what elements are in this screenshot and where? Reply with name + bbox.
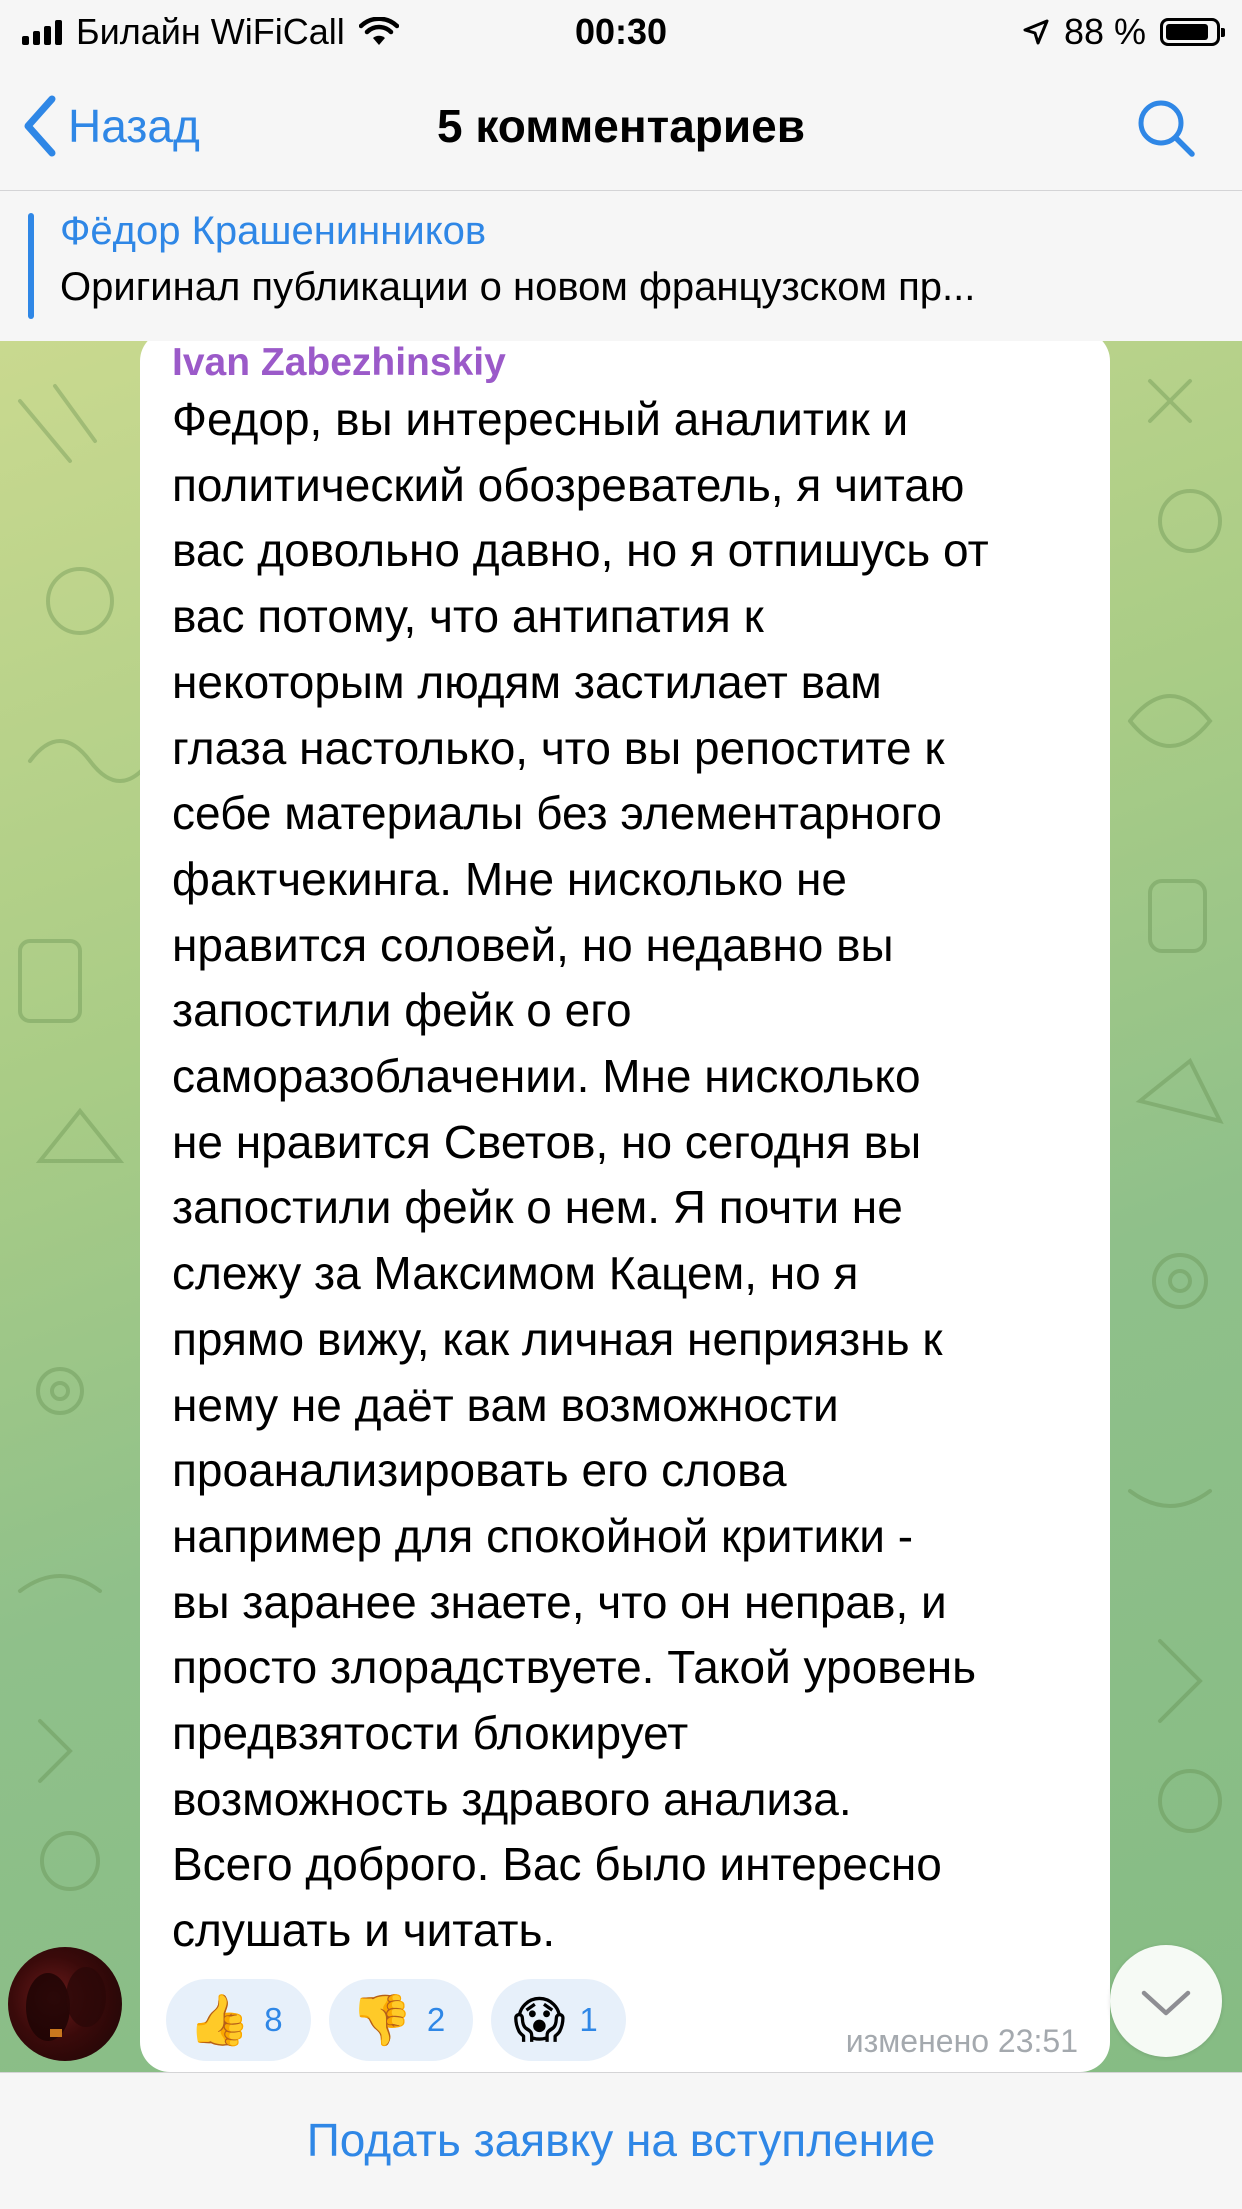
- clock: 00:30: [574, 11, 668, 52]
- message-line: глаза настолько, что вы репостите к: [172, 721, 945, 774]
- message-line: слушать и читать.: [172, 1904, 556, 1957]
- carrier-label: Билайн WiFiCall: [76, 11, 345, 52]
- message-line: просто злорадствуете. Такой уровень: [172, 1641, 977, 1694]
- message-line: проанализировать его слова: [172, 1444, 787, 1497]
- message-bubble[interactable]: [140, 341, 1110, 2072]
- message-line: Всего доброго. Вас было интересно: [172, 1838, 942, 1891]
- reaction-count: 1: [579, 2001, 598, 2038]
- message-line: например для спокойной критики -: [172, 1509, 914, 1562]
- avatar-image: [8, 1947, 122, 2061]
- nav-bar: [0, 64, 1242, 191]
- reactions-row: [166, 1979, 626, 2061]
- original-post-author: Фёдор Крашенинников: [60, 209, 487, 253]
- bottom-bar: [0, 2072, 1242, 2209]
- message-line: предвзятости блокирует: [172, 1707, 689, 1760]
- battery-percent: 88 %: [1063, 11, 1146, 52]
- message-sender-name[interactable]: Ivan Zabezhinskiy: [172, 341, 506, 384]
- reply-accent-bar: [28, 213, 34, 319]
- chat-area[interactable]: [0, 341, 1242, 2072]
- message-line: запостили фейк о его: [172, 984, 632, 1037]
- message-line: нему не даёт вам возможности: [172, 1378, 839, 1431]
- message-line: прямо вижу, как личная неприязнь к: [172, 1312, 943, 1365]
- reaction-count: 2: [426, 2001, 446, 2038]
- message-line: некоторым людям застилает вам: [172, 655, 882, 708]
- back-label: Назад: [68, 100, 200, 152]
- message-line: саморазоблачении. Мне нисколько: [172, 1050, 921, 1103]
- search-button[interactable]: [1134, 96, 1198, 160]
- message-text: [172, 387, 1092, 1964]
- reaction-screaming-face[interactable]: [491, 1979, 625, 2061]
- screaming-face-icon: 😱: [513, 1991, 566, 2049]
- chevron-down-icon: [1110, 1945, 1222, 2057]
- page-title: 5 комментариев: [436, 100, 806, 152]
- message-line: политический обозреватель, я читаю: [172, 458, 965, 511]
- message-line: нравится соловей, но недавно вы: [172, 918, 894, 971]
- reaction-thumbs-down[interactable]: [329, 1979, 474, 2061]
- message-line: не нравится Светов, но сегодня вы: [172, 1115, 922, 1168]
- message-line: вы заранее знаете, что он неправ, и: [172, 1575, 947, 1628]
- message-line: себе материалы без элементарного: [172, 787, 942, 840]
- message-line: вас довольно давно, но я отпишусь от: [172, 524, 989, 577]
- message-line: фактчекинга. Мне нисколько не: [172, 852, 848, 905]
- message-line: вас потому, что антипатия к: [172, 590, 764, 643]
- reaction-thumbs-up[interactable]: [166, 1979, 311, 2061]
- status-bar: [0, 0, 1242, 64]
- original-post-reference[interactable]: [0, 191, 1242, 341]
- original-post-excerpt: Оригинал публикации о новом французском пр...: [60, 265, 976, 309]
- thumbs-down-icon: 👎: [350, 1991, 413, 2049]
- message-edited-time: изменено 23:51: [845, 2023, 1078, 2059]
- message-line: возможность здравого анализа.: [172, 1772, 852, 1825]
- search-icon: [1134, 96, 1198, 160]
- thumbs-up-icon: 👍: [188, 1991, 251, 2049]
- message-line: слежу за Максимом Кацем, но я: [172, 1247, 859, 1300]
- message-line: Федор, вы интересный аналитик и: [172, 393, 909, 445]
- avatar[interactable]: [8, 1947, 122, 2061]
- message-line: запостили фейк о нем. Я почти не: [172, 1181, 903, 1234]
- join-request-button[interactable]: Подать заявку на вступление: [306, 2114, 936, 2166]
- reaction-count: 8: [264, 2001, 283, 2038]
- battery-icon: [1160, 18, 1220, 46]
- scroll-down-button[interactable]: [1110, 1945, 1222, 2057]
- location-arrow-icon: [1022, 18, 1050, 46]
